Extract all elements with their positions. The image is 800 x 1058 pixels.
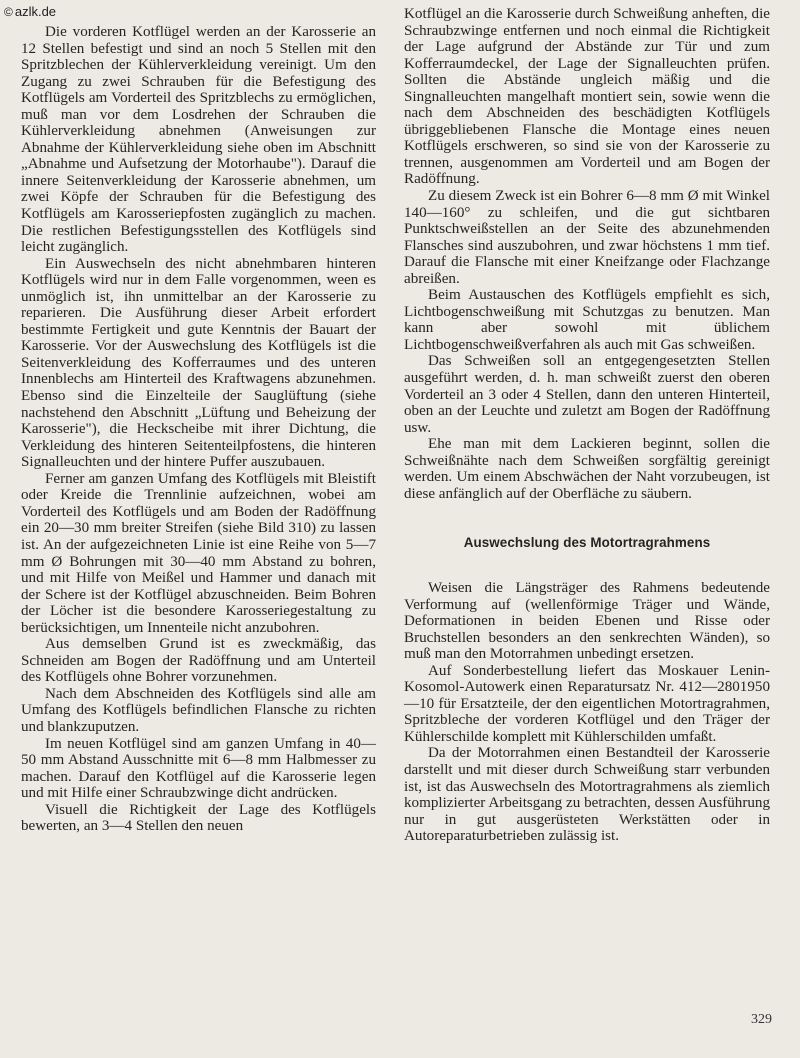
paragraph: Beim Austauschen des Kotflügels empfiehlt es sich, Lichtbogenschweißung mit Schutzgas zu benutzen. Man kann aber sowohl mit üblichem Lichtbogenschweißverfahren als auch mit Gas schweißen.	[404, 287, 770, 353]
paragraph: Visuell die Richtigkeit der Lage des Kotflügels bewerten, an 3—4 Stellen den neuen	[21, 801, 376, 835]
copyright-icon: ©	[4, 4, 13, 19]
paragraph: Da der Motorrahmen einen Bestandteil der Karosserie darstellt und mit dieser durch Schweißung starr verbunden ist, ist das Auswechseln des Motortragrahmens als ziemlich komplizierter Arbeitsgang zu betrachten, dessen Ausführung nur in gut ausgerüsteten Werkstätten oder in Autoreparaturbetrieben zulässig ist.	[404, 745, 770, 845]
paragraph: Auf Sonderbestellung liefert das Moskauer Lenin-Kosomol-Autowerk einen Reparatursatz Nr. 412—2801950—10 für Ersatzteile, der den eigentlichen Motortragrahmen, Spritzbleche der vorderen Kotflügel und den Träger der Kühlerschilde komplett mit Kühlerschilden umfaßt.	[404, 662, 770, 745]
paragraph: Im neuen Kotflügel sind am ganzen Umfang in 40—50 mm Abstand Ausschnitte mit 6—8 mm Halbmesser zu machen. Darauf den Kotflügel auf die Karosserie legen und mit Hilfe einer Schraubzwinge dicht andrücken.	[21, 735, 376, 802]
right-column	[404, 6, 770, 845]
paragraph: Das Schweißen soll an entgegengesetzten Stellen ausgeführt werden, d. h. man schweißt zuerst den oberen Vorderteil an 3 oder 4 Stellen, dann den unteren Hinterteil, oben an der Leuchte und zuletzt am Bogen der Radöffnung usw.	[404, 353, 770, 436]
paragraph: Aus demselben Grund ist es zweckmäßig, das Schneiden am Bogen der Radöffnung und am Unterteil des Kotflügels ohne Bohrer vorzunehmen.	[21, 636, 376, 686]
paragraph: Ein Auswechseln des nicht abnehmbaren hinteren Kotflügels wird nur in dem Falle vorgenommen, ween es unmöglich ist, ihn unmittelbar an der Karosserie zu reparieren. Die Ausführung dieser Arbeit erfordert bestimmte Fertigkeit und gute Kenntnis der Bauart der Karosserie. Vor der Auswechslung des Kotflügels ist die Seitenverkleidung des Kofferraumes und des unteren Innenblechs am Hinterteil des Kraftwagens abzunehmen. Ebenso sind die Einzelteile der Sauglüftung (siehe nachstehend den Abschnitt „Lüftung und Beheizung der Karosserie"), die Heckscheibe mit ihrer Dichtung, die Verkleidung des hinteren Seitenteilpfostens, die hinteren Signalleuchten und der hintere Puffer auszubauen.	[21, 255, 376, 471]
paragraph: Die vorderen Kotflügel werden an der Karosserie an 12 Stellen befestigt und sind an noch 5 Stellen mit den Spritzblechen der Kühlerverkleidung vereinigt. Um den Zugang zu zwei Schrauben für die Befestigung des Kotflügels am Vorderteil des Spritzblechs zu ermöglichen, muß man vor dem Losdrehen der Schrauben die Kühlerverkleidung abnehmen (Anweisungen zur Abnahme der Kühlerverkleidung siehe oben im Abschnitt „Abnahme und Aufsetzung der Motorhaube"). Darauf die innere Seitenverkleidung der Karosserie abnehmen, um zwei Köpfe der Schrauben für die Befestigung des Kotflügels am Karosseriepfosten zugänglich zu machen. Die restlichen Befestigungsstellen des Kotflügels sind leicht zugänglich.	[21, 24, 376, 256]
paragraph: Weisen die Längsträger des Rahmens bedeutende Verformung auf (wellenförmige Träger und Wände, Deformationen in beiden Ebenen und Risse oder Bruchstellen besonders an den senkrechten Wänden), so muß man den Motorrahmen unbedingt ersetzen.	[404, 579, 770, 663]
watermark	[4, 4, 56, 19]
paragraph: Kotflügel an die Karosserie durch Schweißung anheften, die Schraubzwinge entfernen und noch einmal die Richtigkeit der Lage aufgrund der Abstände zur Tür und zum Kofferraumdeckel, der Lage der Signalleuchten prüfen. Sollten die Abstände ungleich mäßig und die Singnalleuchten mangelhaft montiert sein, sowie wenn die nach dem Abschneiden des beschädigten Kotflügels übriggebliebenen Flansche die Montage eines neuen Kotflügels erschweren, so sind sie von der Karosserie zu trennen, ausgenommen am Vorderteil und am Bogen der Radöffnung.	[404, 6, 770, 188]
paragraph: Nach dem Abschneiden des Kotflügels sind alle am Umfang des Kotflügels befindlichen Flansche zu richten und blankzuputzen.	[21, 685, 376, 735]
paragraph: Ehe man mit dem Lackieren beginnt, sollen die Schweißnähte nach dem Schweißen sorgfältig gereinigt werden. Um einem Abschwächen der Naht vorzubeugen, ist diese anfänglich auf der Oberfläche zu säubern.	[404, 436, 770, 502]
left-column	[21, 24, 376, 835]
section-heading: Auswechslung des Motortragrahmens	[463, 535, 711, 551]
paragraph: Ferner am ganzen Umfang des Kotflügels mit Bleistift oder Kreide die Trennlinie aufzeichnen, wobei am Vorderteil des Kotflügels und am Boden der Radöffnung ein 20—30 mm breiter Streifen (siehe Bild 310) zu lassen ist. An der aufgezeichneten Linie ist eine Reihe von 5—7 mm Ø Bohrungen mit 30—40 mm Abstand zu bohren, und mit Hilfe von Meißel und Hammer und danach mit der Schere ist der Kotflügel abzuschneiden. Beim Bohren der Löcher ist die besondere Karosseriegestaltung zu berücksichtigen, um Innenteile nicht anzubohren.	[21, 470, 376, 636]
watermark-text: azlk.de	[14, 4, 57, 19]
page-number: 329	[751, 1012, 772, 1027]
paragraph: Zu diesem Zweck ist ein Bohrer 6—8 mm Ø mit Winkel 140—160° zu schleifen, und die gut sichtbaren Punktschweißstellen an der Seite des abzunehmenden Flansches sind auszubohren, und zwar höchstens 1 mm tief. Darauf die Flansche mit einer Kneifzange oder Flachzange abreißen.	[404, 188, 770, 287]
